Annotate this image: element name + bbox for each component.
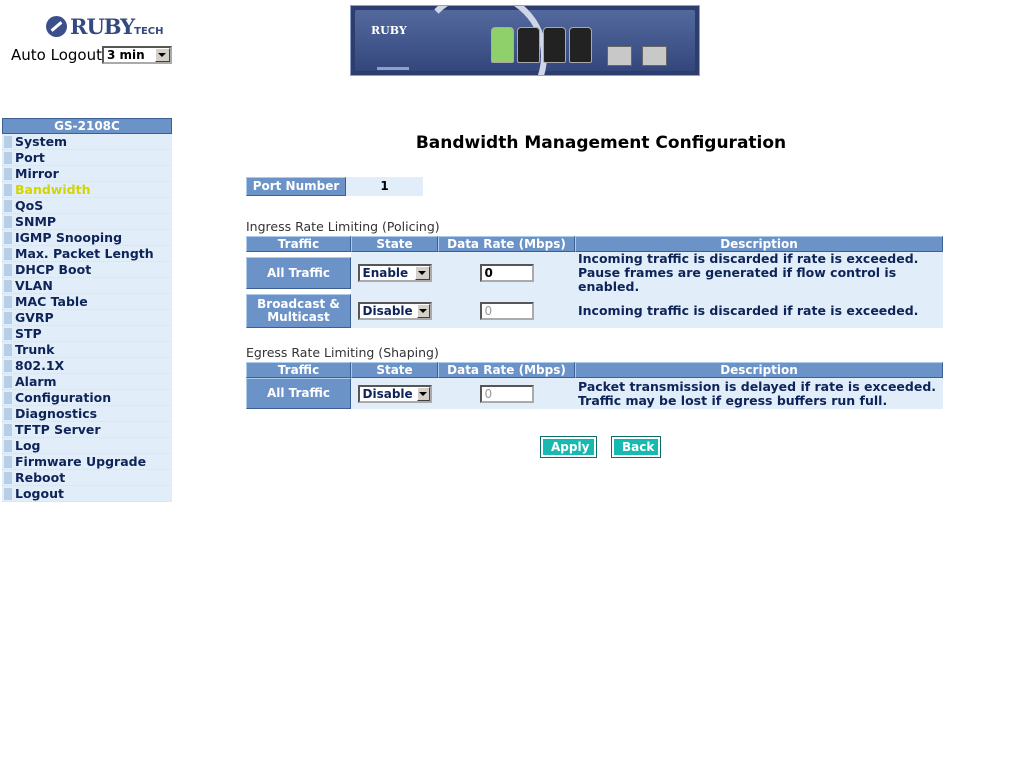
sidebar-item-snmp[interactable]	[2, 214, 172, 230]
ingress-bcast-rate-input[interactable]: 0	[480, 302, 534, 320]
sidebar-item-reboot[interactable]	[2, 470, 172, 486]
egress-table	[246, 362, 943, 409]
back-button[interactable]: Back	[612, 437, 660, 457]
sidebar-item-label: DHCP Boot	[15, 262, 92, 277]
sidebar-item-bandwidth[interactable]	[2, 182, 172, 198]
sidebar-item-max-packet-length[interactable]	[2, 246, 172, 262]
col-data-rate-header: Data Rate (Mbps)	[438, 362, 575, 378]
egress-all-state-select[interactable]: Disable	[358, 385, 432, 403]
sidebar-item-configuration[interactable]	[2, 390, 172, 406]
egress-header-row	[246, 362, 943, 378]
port-1-icon[interactable]	[491, 27, 514, 63]
sidebar-item-label: QoS	[15, 198, 44, 213]
sidebar-item-label: 802.1X	[15, 358, 65, 373]
sidebar-item-trunk[interactable]	[2, 342, 172, 358]
apply-button[interactable]: Apply	[541, 437, 596, 457]
sidebar-item-label: TFTP Server	[15, 422, 101, 437]
menu-bullet-icon	[4, 376, 12, 388]
menu-bullet-icon	[4, 440, 12, 452]
port-4-icon[interactable]	[569, 27, 592, 63]
col-description-header: Description	[575, 236, 943, 252]
chevron-down-icon	[155, 48, 170, 62]
auto-logout-label: Auto Logout	[11, 46, 102, 64]
col-state-header: State	[351, 236, 438, 252]
sidebar-item-igmp-snooping[interactable]	[2, 230, 172, 246]
menu-bullet-icon	[4, 216, 12, 228]
sidebar-item-stp[interactable]	[2, 326, 172, 342]
chevron-down-icon	[417, 387, 430, 401]
sidebar-item-label: STP	[15, 326, 42, 341]
table-row	[246, 252, 943, 294]
menu-bullet-icon	[4, 392, 12, 404]
menu-bullet-icon	[4, 264, 12, 276]
menu-bullet-icon	[4, 360, 12, 372]
port-3-icon[interactable]	[543, 27, 566, 63]
traffic-all-traffic: All Traffic	[246, 378, 351, 409]
sidebar-item-tftp-server[interactable]	[2, 422, 172, 438]
menu-bullet-icon	[4, 456, 12, 468]
egress-all-rate-input[interactable]: 0	[480, 385, 534, 403]
auto-logout-value: 3 min	[106, 48, 145, 62]
sidebar-item-label: GVRP	[15, 310, 54, 325]
sidebar-item-log[interactable]	[2, 438, 172, 454]
row-description: Incoming traffic is discarded if rate is exceeded. Pause frames are generated if flow control is enabled.	[575, 252, 943, 294]
sidebar-item-dhcp-boot[interactable]	[2, 262, 172, 278]
col-description-header: Description	[575, 362, 943, 378]
menu-bullet-icon	[4, 232, 12, 244]
sidebar-item-label: Alarm	[15, 374, 57, 389]
action-buttons	[541, 437, 660, 457]
sidebar-item-mirror[interactable]	[2, 166, 172, 182]
ruby-tech-logo	[46, 14, 164, 40]
sidebar-item-label: Trunk	[15, 342, 55, 357]
sidebar-item-802-1x[interactable]	[2, 358, 172, 374]
menu-bullet-icon	[4, 280, 12, 292]
port-number-value: 1	[346, 177, 423, 196]
sidebar-item-gvrp[interactable]	[2, 310, 172, 326]
ingress-all-state-select[interactable]: Enable	[358, 264, 432, 282]
page-title: Bandwidth Management Configuration	[415, 133, 787, 153]
sidebar-item-vlan[interactable]	[2, 278, 172, 294]
sidebar-item-system[interactable]	[2, 134, 172, 150]
sfp-port-icon[interactable]	[607, 46, 632, 66]
switch-device-image	[350, 5, 700, 76]
sidebar-item-label: IGMP Snooping	[15, 230, 123, 245]
traffic-broadcast-multicast: Broadcast & Multicast	[246, 294, 351, 328]
sidebar-item-label: Log	[15, 438, 41, 453]
row-description: Incoming traffic is discarded if rate is exceeded.	[575, 294, 943, 328]
col-traffic-header: Traffic	[246, 236, 351, 252]
sidebar-item-diagnostics[interactable]	[2, 406, 172, 422]
row-description: Packet transmission is delayed if rate is exceeded. Traffic may be lost if egress buffers run full.	[575, 378, 943, 409]
ingress-all-rate-input[interactable]: 0	[480, 264, 534, 282]
sidebar-item-alarm[interactable]	[2, 374, 172, 390]
menu-bullet-icon	[4, 472, 12, 484]
menu-bullet-icon	[4, 136, 12, 148]
menu-bullet-icon	[4, 488, 12, 500]
menu-bullet-icon	[4, 328, 12, 340]
sfp-port-icon[interactable]	[642, 46, 667, 66]
chevron-down-icon	[415, 266, 430, 280]
sidebar-item-qos[interactable]	[2, 198, 172, 214]
sidebar-item-mac-table[interactable]	[2, 294, 172, 310]
menu-bullet-icon	[4, 200, 12, 212]
menu-bullet-icon	[4, 408, 12, 420]
sidebar-item-label: SNMP	[15, 214, 57, 229]
sidebar-item-label: Diagnostics	[15, 406, 98, 421]
device-logo: RUBY	[371, 24, 407, 37]
sidebar-item-label: Mirror	[15, 166, 59, 181]
sidebar-title: GS-2108C	[2, 118, 172, 134]
logo-globe-icon	[46, 16, 67, 37]
menu-bullet-icon	[4, 152, 12, 164]
sidebar-item-label: Max. Packet Length	[15, 246, 154, 261]
menu-bullet-icon	[4, 424, 12, 436]
ingress-bcast-state-select[interactable]: Disable	[358, 302, 432, 320]
menu-bullet-icon	[4, 344, 12, 356]
sidebar-item-label: Bandwidth	[15, 182, 91, 197]
logo-text: RUBYTECH	[70, 14, 164, 39]
auto-logout	[11, 45, 172, 65]
port-number-label: Port Number	[246, 177, 346, 196]
sidebar-item-label: Reboot	[15, 470, 66, 485]
menu-bullet-icon	[4, 248, 12, 260]
port-2-icon[interactable]	[517, 27, 540, 63]
menu-bullet-icon	[4, 184, 12, 196]
traffic-all-traffic: All Traffic	[246, 257, 351, 289]
col-data-rate-header: Data Rate (Mbps)	[438, 236, 575, 252]
sidebar-item-label: MAC Table	[15, 294, 88, 309]
sidebar-item-label: Port	[15, 150, 45, 165]
ingress-header-row	[246, 236, 943, 252]
sidebar-item-label: System	[15, 134, 68, 149]
port-number-row	[246, 177, 423, 196]
menu-bullet-icon	[4, 168, 12, 180]
egress-section-title: Egress Rate Limiting (Shaping)	[246, 345, 439, 360]
ingress-table	[246, 236, 943, 328]
table-row	[246, 294, 943, 328]
col-traffic-header: Traffic	[246, 362, 351, 378]
sidebar-item-label: Logout	[15, 486, 64, 501]
auto-logout-select[interactable]	[102, 46, 172, 64]
sidebar-item-label: Configuration	[15, 390, 112, 405]
ingress-section-title: Ingress Rate Limiting (Policing)	[246, 219, 440, 234]
col-state-header: State	[351, 362, 438, 378]
menu-bullet-icon	[4, 312, 12, 324]
sidebar-item-logout[interactable]	[2, 486, 172, 502]
sidebar-item-label: VLAN	[15, 278, 53, 293]
sidebar-item-port[interactable]	[2, 150, 172, 166]
table-row	[246, 378, 943, 409]
sidebar-item-firmware-upgrade[interactable]	[2, 454, 172, 470]
sidebar-item-label: Firmware Upgrade	[15, 454, 147, 469]
menu-bullet-icon	[4, 296, 12, 308]
sidebar-menu	[2, 118, 172, 502]
chevron-down-icon	[417, 304, 430, 318]
